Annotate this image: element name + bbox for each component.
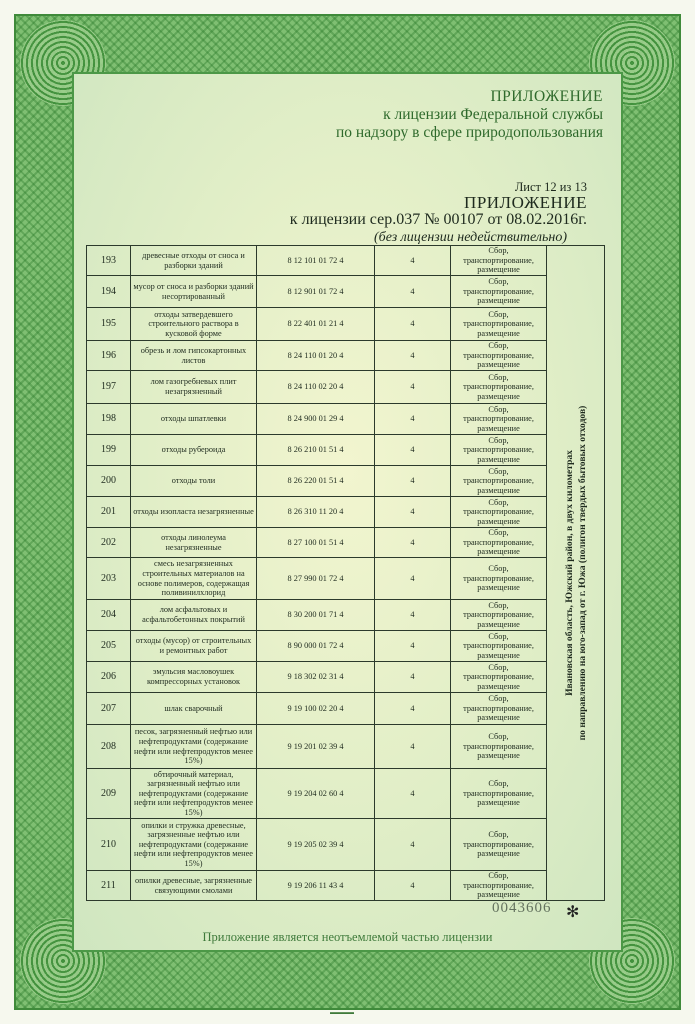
activity-cell: Сбор, транспортирование, размещение [451,528,547,558]
table-row [87,371,605,404]
activity-cell: Сбор, транспортирование, размещение [451,435,547,466]
table-row [87,558,605,600]
header-line-3: по надзору в сфере природопользования [336,124,603,141]
table-row [87,404,605,435]
hazard-class-cell: 4 [375,819,451,871]
activity-cell: Сбор, транспортирование, размещение [451,276,547,308]
asterisk-mark: ✻ [566,904,580,921]
hazard-class-cell: 4 [375,725,451,769]
fkko-code-cell: 8 12 101 01 72 4 [257,246,375,276]
waste-name-cell: обтирочный материал, загрязненный нефтью или нефтепродуктами (содержание нефти или нефтепродуктов менее 15%) [131,769,257,819]
activity-cell: Сбор, транспортирование, размещение [451,819,547,871]
location-text [563,406,589,741]
fkko-code-cell: 8 24 110 01 20 4 [257,341,375,371]
waste-name-cell: отходы линолеума незагрязненные [131,528,257,558]
row-number-cell: 203 [87,558,131,600]
hazard-class-cell: 4 [375,769,451,819]
waste-name-cell: лом асфальтовых и асфальтобетонных покрытий [131,600,257,631]
row-number-cell: 197 [87,371,131,404]
waste-name-cell: отходы изопласта незагрязненные [131,497,257,528]
waste-name-cell: эмульсия масловоушек компрессорных установок [131,662,257,693]
activity-cell: Сбор, транспортирование, размещение [451,497,547,528]
hazard-class-cell: 4 [375,466,451,497]
activity-cell: Сбор, транспортирование, размещение [451,693,547,725]
header-title: ПРИЛОЖЕНИЕ [490,88,603,105]
activity-cell: Сбор, транспортирование, размещение [451,631,547,662]
row-number-cell: 204 [87,600,131,631]
table-row [87,662,605,693]
hazard-class-cell: 4 [375,435,451,466]
fkko-code-cell: 9 18 302 02 31 4 [257,662,375,693]
location-cell [547,246,605,901]
table-row [87,435,605,466]
activity-cell: Сбор, транспортирование, размещение [451,371,547,404]
hazard-class-cell: 4 [375,693,451,725]
row-number-cell: 211 [87,871,131,901]
activity-cell: Сбор, транспортирование, размещение [451,466,547,497]
table-row [87,528,605,558]
hazard-class-cell: 4 [375,276,451,308]
sheet-label: Лист 12 из 13 [514,180,587,194]
hazard-class-cell: 4 [375,404,451,435]
waste-name-cell: лом газогребневых плит незагрязненный [131,371,257,404]
row-number-cell: 199 [87,435,131,466]
hazard-class-cell: 4 [375,662,451,693]
row-number-cell: 195 [87,308,131,341]
table-row [87,769,605,819]
activity-cell: Сбор, транспортирование, размещение [451,404,547,435]
hazard-class-cell: 4 [375,600,451,631]
table-row [87,871,605,901]
row-number-cell: 206 [87,662,131,693]
waste-name-cell: древесные отходы от сноса и разборки зданий [131,246,257,276]
waste-name-cell: песок, загрязненный нефтью или нефтепродуктами (содержание нефти или нефтепродуктов менее 15%) [131,725,257,769]
fkko-code-cell: 9 19 205 02 39 4 [257,819,375,871]
table-row [87,466,605,497]
row-number-cell: 193 [87,246,131,276]
waste-name-cell: смесь незагрязненных строительных материалов на основе полимеров, содержащая поливинилхлорид [131,558,257,600]
waste-name-cell: обрезь и лом гипсокартонных листов [131,341,257,371]
printer-mark: ▬▬▬▬ [330,1010,354,1016]
fkko-code-cell: 8 26 210 01 51 4 [257,435,375,466]
fkko-code-cell: 8 26 220 01 51 4 [257,466,375,497]
row-number-cell: 200 [87,466,131,497]
table-row [87,276,605,308]
activity-cell: Сбор, транспортирование, размещение [451,558,547,600]
license-line: к лицензии сер.037 № 00107 от 08.02.2016г. [289,211,587,228]
hazard-class-cell: 4 [375,558,451,600]
hazard-class-cell: 4 [375,528,451,558]
hazard-class-cell: 4 [375,341,451,371]
fkko-code-cell: 9 19 204 02 60 4 [257,769,375,819]
fkko-code-cell: 9 19 201 02 39 4 [257,725,375,769]
activity-cell: Сбор, транспортирование, размещение [451,725,547,769]
activity-cell: Сбор, транспортирование, размещение [451,769,547,819]
waste-name-cell: отходы шпатлевки [131,404,257,435]
fkko-code-cell: 8 22 401 01 21 4 [257,308,375,341]
waste-name-cell: отходы рубероида [131,435,257,466]
row-number-cell: 205 [87,631,131,662]
waste-name-cell: отходы затвердевшего строительного раствора в кусковой форме [131,308,257,341]
table-row [87,725,605,769]
hazard-class-cell: 4 [375,246,451,276]
hazard-class-cell: 4 [375,371,451,404]
waste-name-cell: опилки древесные, загрязненные связующими смолами [131,871,257,901]
fkko-code-cell: 8 12 901 01 72 4 [257,276,375,308]
location-line-1: Ивановская область, Южский район, в двух километрах [563,450,575,696]
fkko-code-cell: 9 19 100 02 20 4 [257,693,375,725]
header-line-2: к лицензии Федеральной службы [383,106,603,123]
row-number-cell: 196 [87,341,131,371]
activity-cell: Сбор, транспортирование, размещение [451,871,547,901]
table-row [87,497,605,528]
row-number-cell: 210 [87,819,131,871]
appendix-title: ПРИЛОЖЕНИЕ [464,193,587,212]
table-row [87,693,605,725]
table-row [87,341,605,371]
hazard-class-cell: 4 [375,631,451,662]
fkko-code-cell: 8 90 000 01 72 4 [257,631,375,662]
serial-number: 0043606 [492,900,552,916]
waste-name-cell: мусор от сноса и разборки зданий несортированный [131,276,257,308]
waste-name-cell: отходы толи [131,466,257,497]
activity-cell: Сбор, транспортирование, размещение [451,662,547,693]
table-row [87,819,605,871]
waste-name-cell: опилки и стружка древесные, загрязненные нефтью или нефтепродуктами (содержание нефти или нефтепродуктов менее 15%) [131,819,257,871]
activity-cell: Сбор, транспортирование, размещение [451,600,547,631]
location-line-2: по направлению на юго-запад от г. Южа (полигон твердых бытовых отходов) [576,405,588,741]
row-number-cell: 207 [87,693,131,725]
table-row [87,308,605,341]
row-number-cell: 194 [87,276,131,308]
fkko-code-cell: 9 19 206 11 43 4 [257,871,375,901]
row-number-cell: 208 [87,725,131,769]
waste-name-cell: шлак сварочный [131,693,257,725]
row-number-cell: 201 [87,497,131,528]
fkko-code-cell: 8 30 200 01 71 4 [257,600,375,631]
row-number-cell: 198 [87,404,131,435]
waste-name-cell: отходы (мусор) от строительных и ремонтных работ [131,631,257,662]
activity-cell: Сбор, транспортирование, размещение [451,308,547,341]
fkko-code-cell: 8 26 310 11 20 4 [257,497,375,528]
table-row [87,631,605,662]
document-header [336,88,603,142]
fkko-code-cell: 8 27 100 01 51 4 [257,528,375,558]
row-number-cell: 209 [87,769,131,819]
row-number-cell: 202 [87,528,131,558]
waste-table [86,245,605,901]
footer-note: Приложение является неотъемлемой частью лицензии [202,930,493,944]
activity-cell: Сбор, транспортирование, размещение [451,341,547,371]
fkko-code-cell: 8 24 900 01 29 4 [257,404,375,435]
activity-cell: Сбор, транспортирование, размещение [451,246,547,276]
fkko-code-cell: 8 24 110 02 20 4 [257,371,375,404]
validity-note: (без лицензии недействительно) [373,230,567,245]
hazard-class-cell: 4 [375,871,451,901]
table-row [87,600,605,631]
table-row [87,246,605,276]
fkko-code-cell: 8 27 990 01 72 4 [257,558,375,600]
hazard-class-cell: 4 [375,308,451,341]
hazard-class-cell: 4 [375,497,451,528]
